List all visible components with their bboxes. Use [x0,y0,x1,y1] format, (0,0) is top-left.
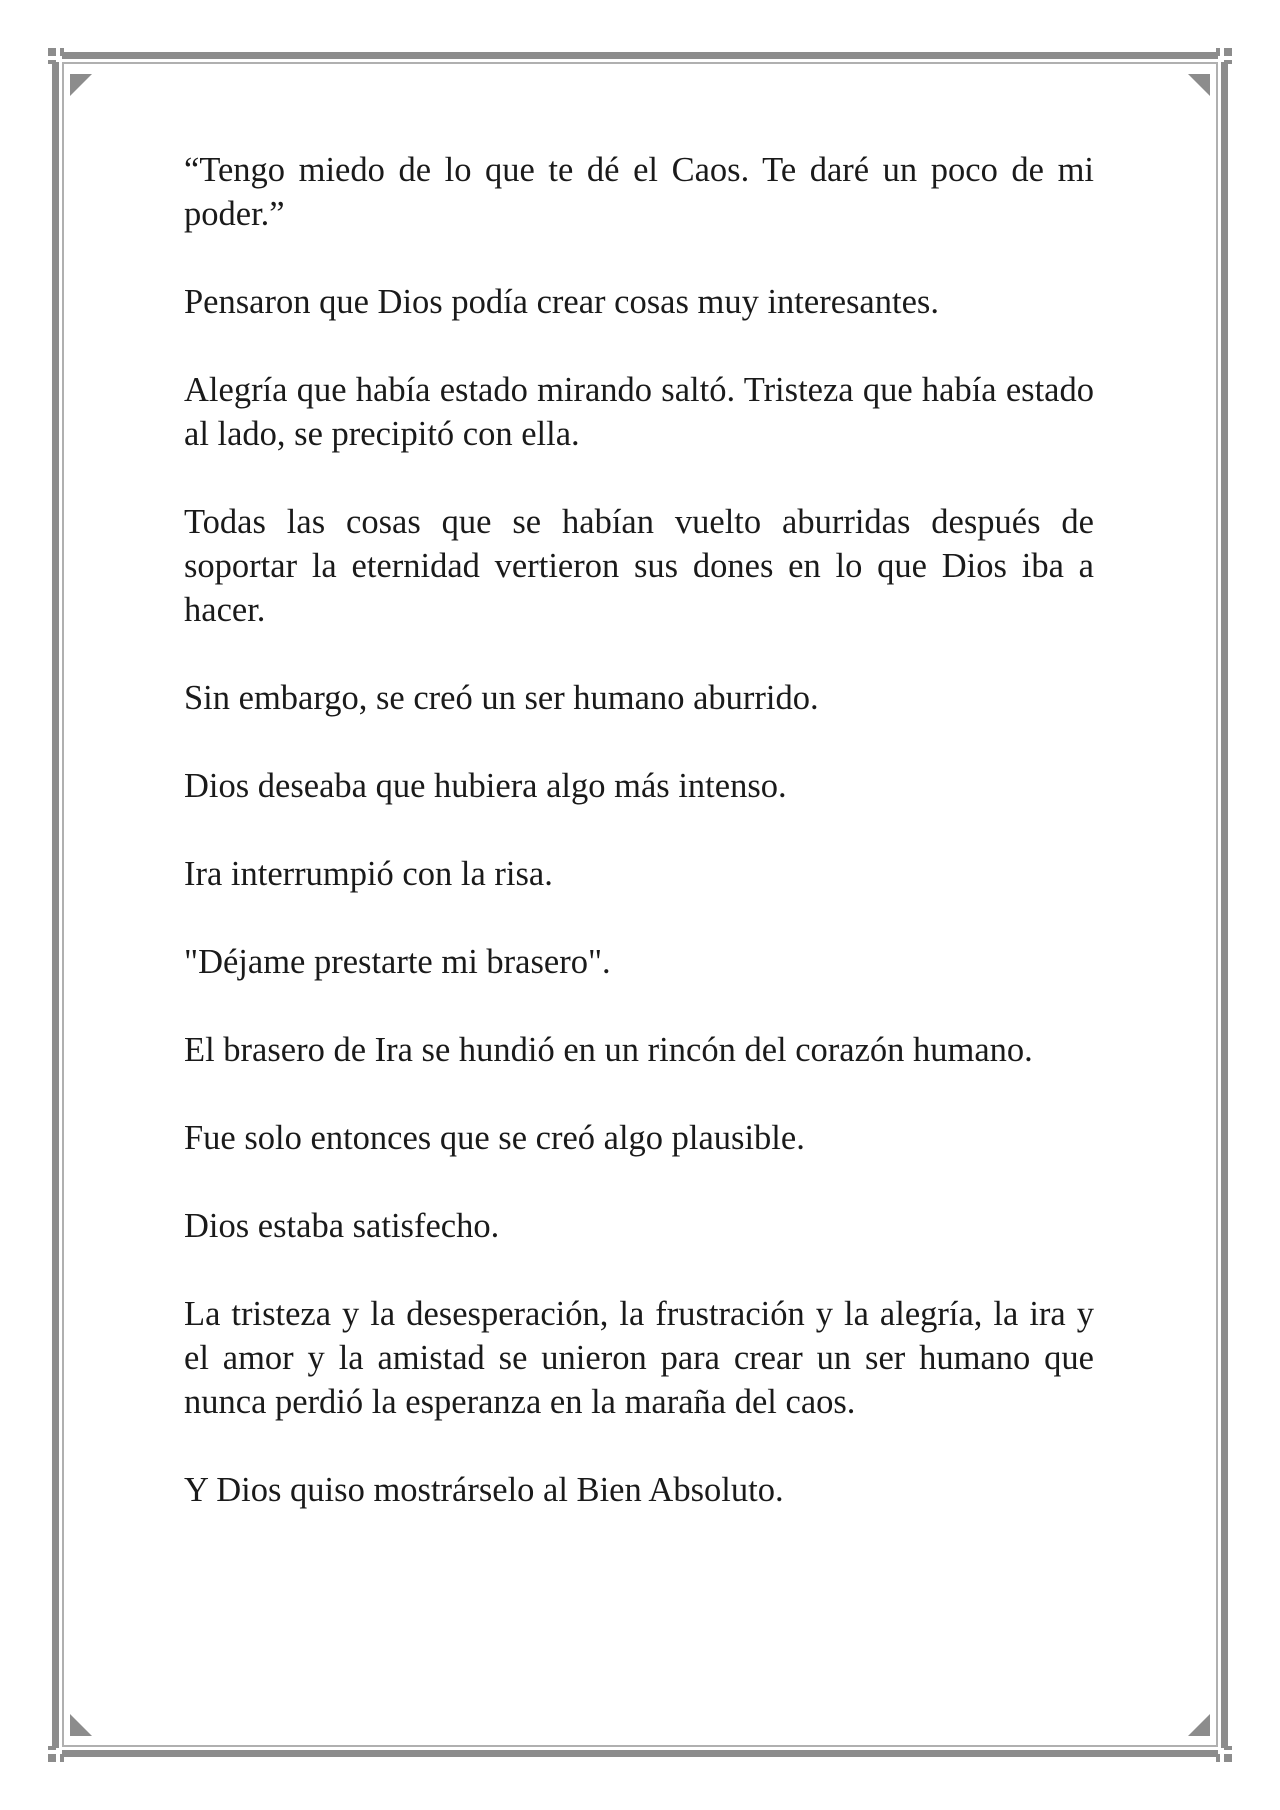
paragraph-13: Y Dios quiso mostrárselo al Bien Absoluto. [184,1471,784,1509]
paragraph-7: Ira interrumpió con la risa. [184,855,553,893]
paragraph-6: Dios deseaba que hubiera algo más intenso. [184,767,787,805]
document-body [184,148,1094,1556]
paragraph-2: Pensaron que Dios podía crear cosas muy interesantes. [184,283,939,321]
paragraph-1: “Tengo miedo de lo que te dé el Caos. Te daré un poco de mi poder.” [184,151,1094,233]
paragraph-9: El brasero de Ira se hundió en un rincón del corazón humano. [184,1031,1033,1069]
paragraph-12: La tristeza y la desesperación, la frustración y la alegría, la ira y el amor y la amistad se unieron para crear un ser humano que nunca perdió la esperanza en la maraña del caos. [184,1295,1094,1421]
paragraph-10: Fue solo entonces que se creó algo plausible. [184,1119,805,1157]
paragraph-8: "Déjame prestarte mi brasero". [184,943,611,981]
paragraph-5: Sin embargo, se creó un ser humano aburrido. [184,679,819,717]
paragraph-3: Alegría que había estado mirando saltó. Tristeza que había estado al lado, se precipitó con ella. [184,371,1094,453]
paragraph-4: Todas las cosas que se habían vuelto aburridas después de soportar la eternidad vertieron sus dones en lo que Dios iba a hacer. [184,503,1094,629]
paragraph-11: Dios estaba satisfecho. [184,1207,500,1245]
